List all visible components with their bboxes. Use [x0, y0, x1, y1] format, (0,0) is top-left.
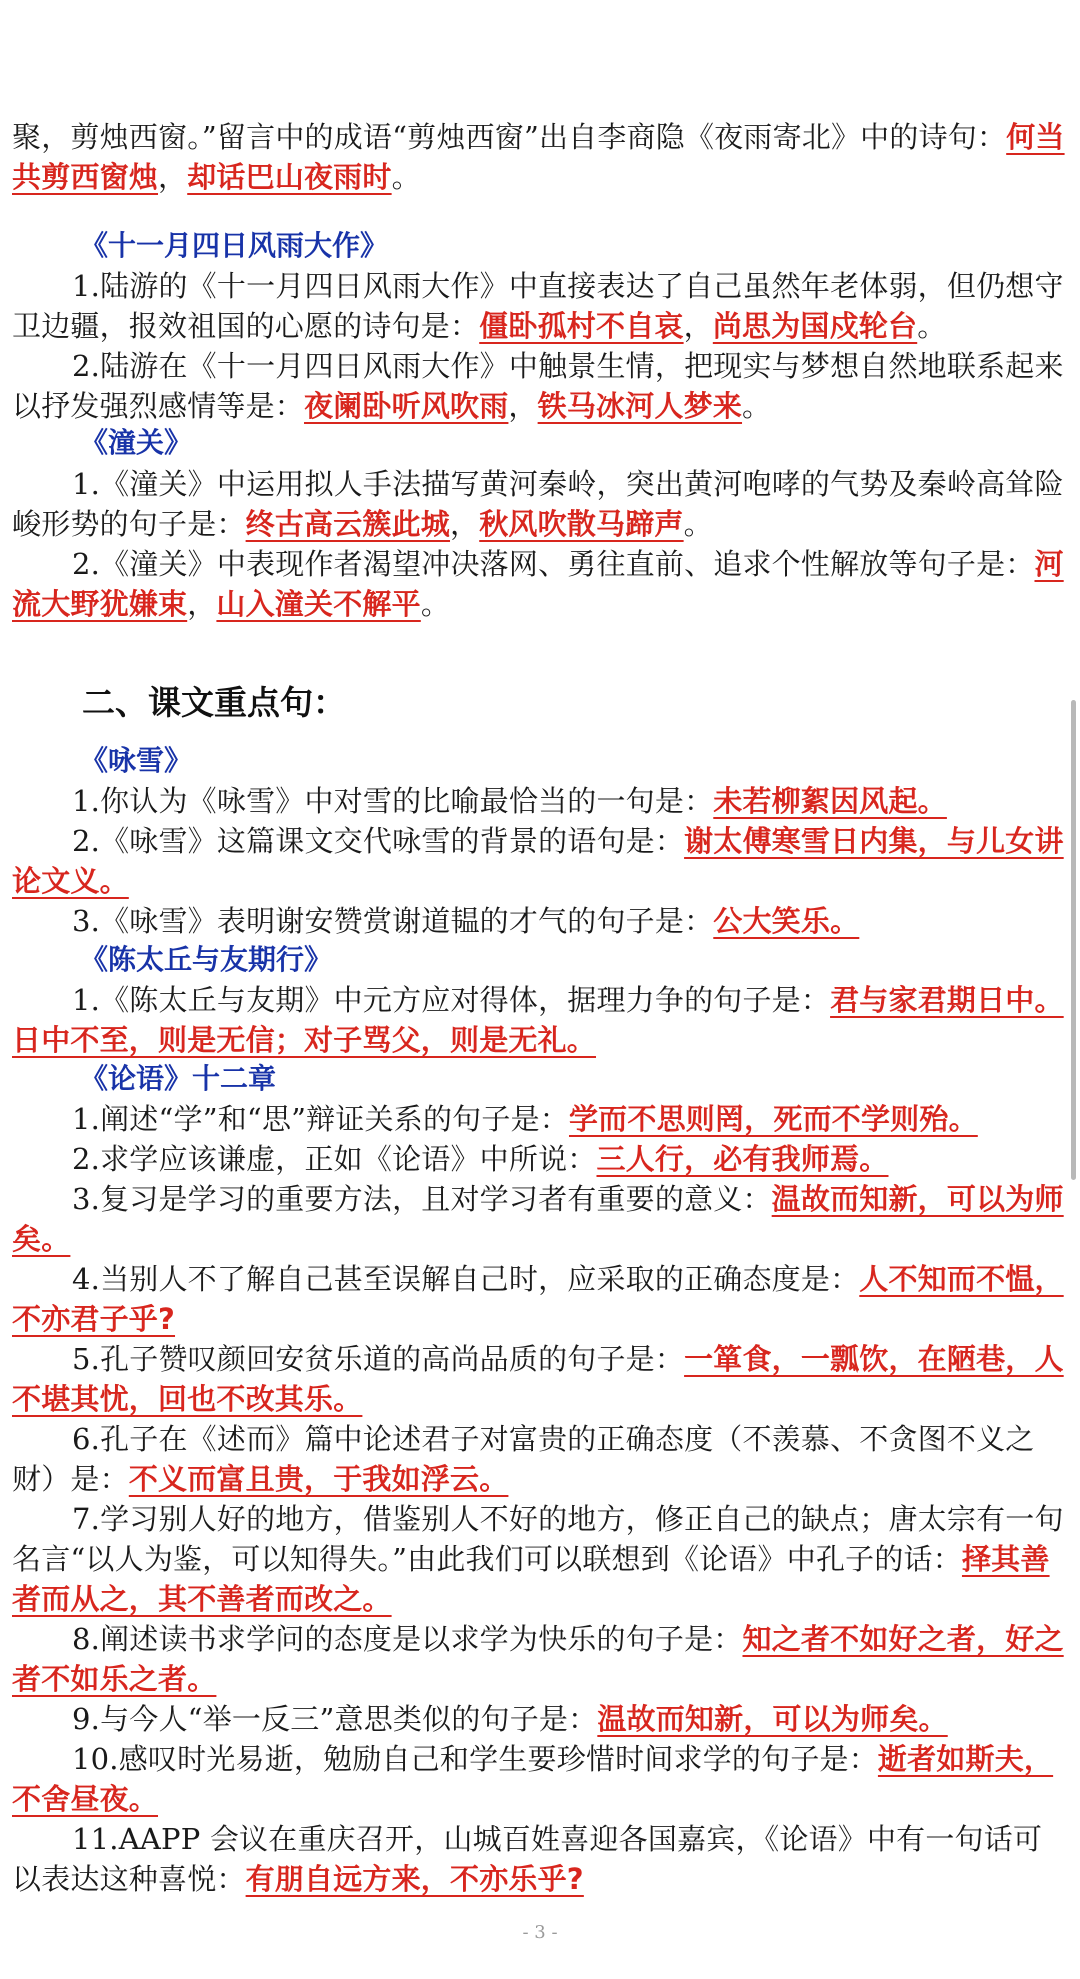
question-item — [12, 1739, 1070, 1819]
punct: ， — [158, 160, 188, 194]
answer: 铁马冰河人梦来 — [537, 389, 743, 423]
answer: 知之者不如好之者，好之者不如乐之者。 — [12, 1622, 1064, 1696]
answer: 秋风吹散马蹄声 — [479, 507, 684, 541]
section-heading: 二、课文重点句： — [82, 683, 346, 722]
punct: 。 — [742, 389, 772, 423]
question-text: 1.陆游的《十一月四日风雨大作》中直接表达了自己虽然年老体弱，但仍想守卫边疆，报效祖国的心愿的诗句是： — [12, 269, 1064, 343]
question-text: 7.学习别人好的地方，借鉴别人不好的地方，修正自己的缺点；唐太宗有一句名言“以人为鉴，可以知得失。”由此我们可以联想到《论语》中孔子的话： — [12, 1502, 1064, 1576]
question-text: 5.孔子赞叹颜回安贫乐道的高尚品质的句子是： — [72, 1342, 685, 1376]
answer: 一箪食，一瓢饮，在陋巷，人不堪其忧，回也不改其乐。 — [12, 1342, 1064, 1416]
question-text: 11.AAPP 会议在重庆召开，山城百姓喜迎各国嘉宾，《论语》中有一句话可以表达这种喜悦： — [12, 1822, 1043, 1896]
punct: ， — [450, 507, 480, 541]
question-text: 8.阐述读书求学问的态度是以求学为快乐的句子是： — [72, 1622, 743, 1656]
answer: 僵卧孤村不自哀 — [479, 309, 684, 343]
question-item — [12, 1179, 1070, 1259]
question-item — [12, 346, 1070, 426]
answer: 君与家君期日中。日中不至，则是无信；对子骂父，则是无礼。 — [12, 983, 1064, 1057]
question-item — [12, 464, 1070, 544]
question-text: 1.《陈太丘与友期》中元方应对得体，据理力争的句子是： — [72, 983, 831, 1017]
answer: 温故而知新，可以为师矣。 — [12, 1182, 1064, 1256]
answer: 谢太傅寒雪日内集，与儿女讲论文义。 — [12, 824, 1064, 898]
answer: 择其善者而从之，其不善者而改之。 — [12, 1542, 1050, 1616]
punct: 。 — [391, 160, 421, 194]
page-number: - 3 - — [522, 1922, 558, 1943]
answer: 不义而富且贵，于我如浮云。 — [128, 1462, 509, 1496]
punct: 。 — [683, 507, 713, 541]
scrollbar[interactable] — [1071, 700, 1076, 1180]
answer: 何当共剪西窗烛 — [12, 120, 1065, 194]
question-item — [12, 1419, 1070, 1499]
question-item — [12, 1339, 1070, 1419]
punct: 。 — [420, 587, 451, 621]
question-text: 2.求学应该谦虚，正如《论语》中所说： — [72, 1142, 597, 1176]
question-item — [12, 1699, 1070, 1739]
question-text: 1.阐述“学”和“思”辩证关系的句子是： — [72, 1102, 569, 1136]
question-text: 2.陆游在《十一月四日风雨大作》中触景生情，把现实与梦想自然地联系起来以抒发强烈感情等是： — [12, 349, 1064, 423]
answer: 终古高云簇此城 — [245, 507, 451, 541]
question-item — [12, 1499, 1070, 1619]
question-text: 3.《咏雪》表明谢安赞赏谢道韫的才气的句子是： — [72, 904, 714, 938]
question-item — [12, 901, 1070, 941]
question-item — [12, 1139, 1070, 1179]
poem-title: 《十一月四日风雨大作》 — [80, 229, 389, 262]
answer: 有朋自远方来，不亦乐乎? — [245, 1862, 584, 1896]
intro-text: 聚，剪烛西窗。”留言中的成语“剪烛西窗”出自李商隐《夜雨寄北》中的诗句： — [12, 120, 1007, 154]
question-text: 2.《咏雪》这篇课文交代咏雪的背景的语句是： — [72, 824, 685, 858]
question-item — [12, 1819, 1070, 1899]
question-text: 4.当别人不了解自己甚至误解自己时，应采取的正确态度是： — [72, 1262, 860, 1296]
answer: 逝者如斯夫，不舍昼夜。 — [12, 1742, 1054, 1816]
answer: 学而不思则罔，死而不学则殆。 — [568, 1102, 978, 1136]
answer: 夜阑卧听风吹雨 — [304, 389, 509, 423]
question-text: 6.孔子在《述而》篇中论述君子对富贵的正确态度（不羡慕、不贪图不义之财）是： — [12, 1422, 1035, 1496]
answer: 山入潼关不解平 — [216, 587, 421, 621]
question-item — [12, 266, 1070, 346]
question-item — [12, 980, 1070, 1060]
answer: 未若柳絮因风起。 — [713, 784, 947, 818]
lesson-title: 《陈太丘与友期行》 — [80, 943, 333, 976]
answer: 人不知而不愠，不亦君子乎? — [12, 1262, 1064, 1336]
intro-paragraph — [12, 117, 1070, 197]
question-item — [12, 1619, 1070, 1699]
lesson-title: 《论语》十二章 — [80, 1062, 277, 1095]
question-text: 9.与今人“举一反三”意思类似的句子是： — [72, 1702, 598, 1736]
question-item — [12, 821, 1070, 901]
punct: 。 — [917, 309, 947, 343]
question-text: 2.《潼关》中表现作者渴望冲决落网、勇往直前、追求个性解放等句子是： — [72, 547, 1035, 581]
question-item — [12, 1099, 1070, 1139]
punct: ， — [187, 587, 217, 621]
question-text: 1.你认为《咏雪》中对雪的比喻最恰当的一句是： — [72, 784, 714, 818]
question-text: 3.复习是学习的重要方法，且对学习者有重要的意义： — [72, 1182, 772, 1216]
question-item — [12, 544, 1070, 624]
question-text: 10.感叹时光易逝，勉励自己和学生要珍惜时间求学的句子是： — [72, 1742, 878, 1776]
punct: ， — [683, 309, 713, 343]
answer: 却话巴山夜雨时 — [187, 160, 392, 194]
poem-title: 《潼关》 — [80, 426, 193, 459]
punct: ， — [508, 389, 538, 423]
lesson-title: 《咏雪》 — [80, 744, 193, 777]
answer: 尚思为国戍轮台 — [712, 309, 918, 343]
answer: 三人行，必有我师焉。 — [596, 1142, 889, 1176]
answer: 温故而知新，可以为师矣。 — [597, 1702, 948, 1736]
question-item — [12, 1259, 1070, 1339]
answer: 公大笑乐。 — [713, 904, 860, 938]
answer: 河流大野犹嫌束 — [12, 547, 1064, 621]
question-text: 1.《潼关》中运用拟人手法描写黄河秦岭，突出黄河咆哮的气势及秦岭高耸险峻形势的句子是： — [12, 467, 1064, 541]
question-item — [12, 781, 1070, 821]
